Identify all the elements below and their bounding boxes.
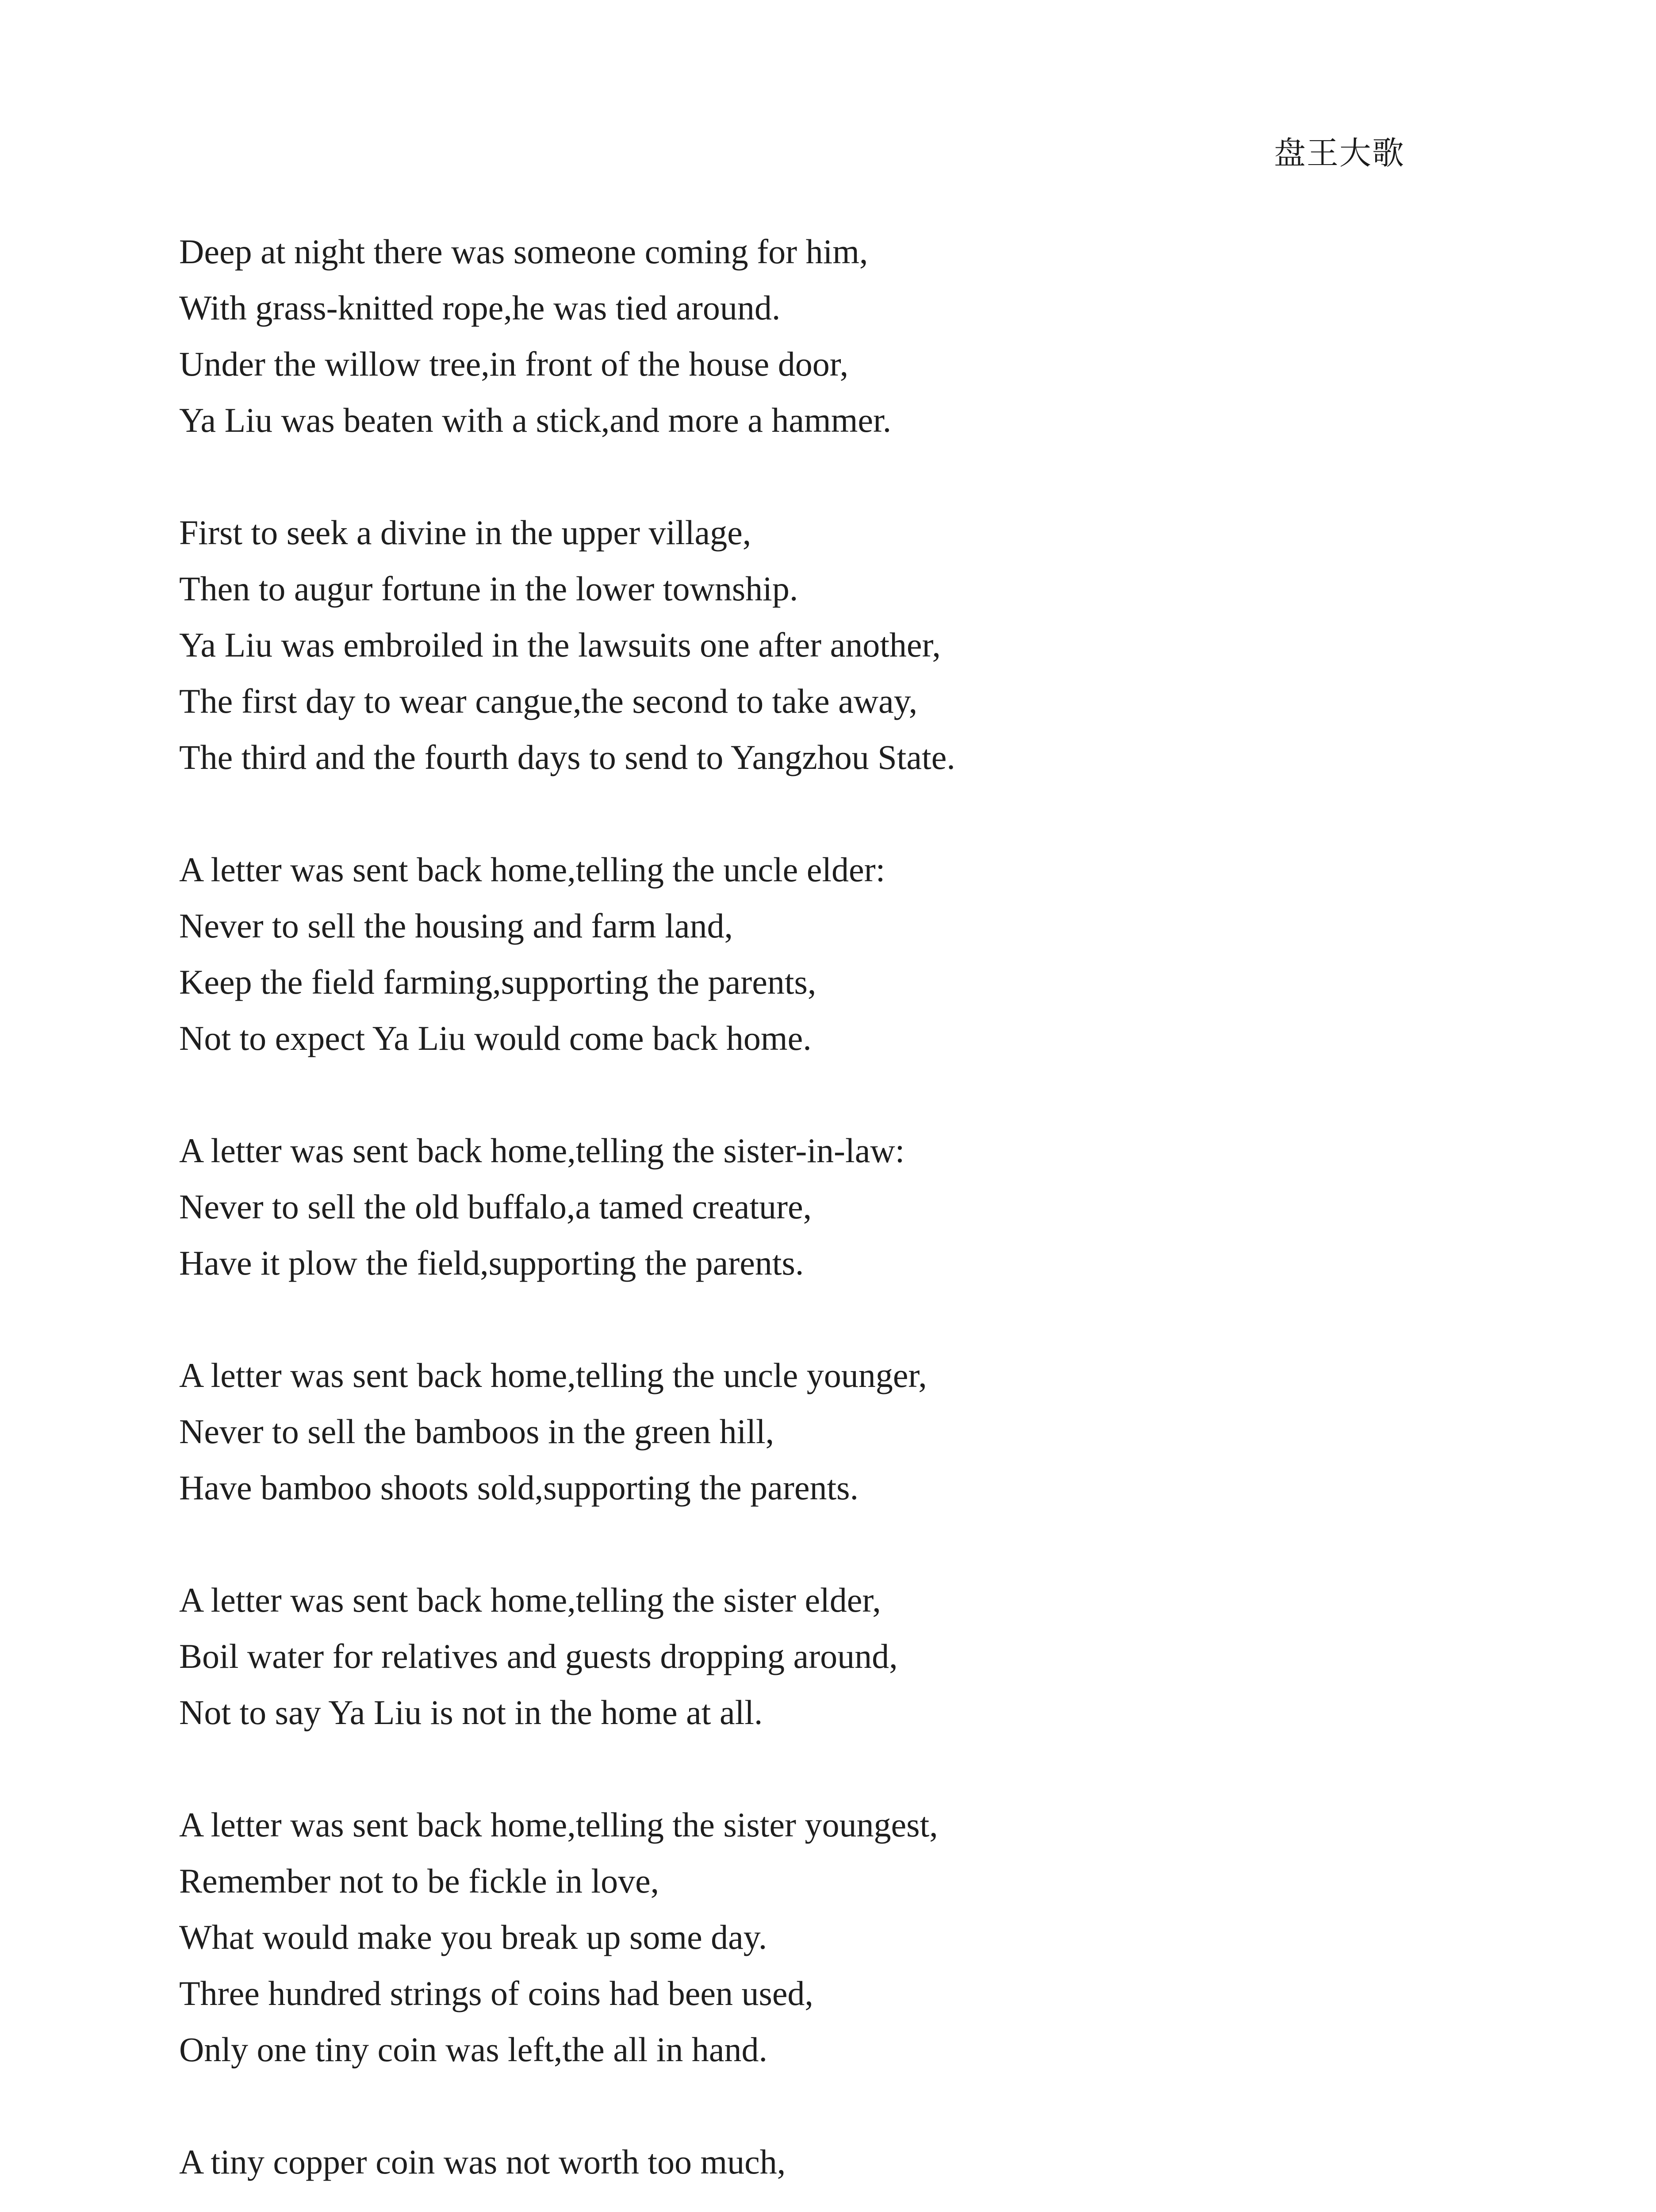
poem-line: A tiny copper coin was not worth too much, <box>179 2143 786 2181</box>
stanza-5 <box>179 1347 1462 1516</box>
running-header-title: 盘王大歌 <box>1274 134 1405 172</box>
poem-line: Only one tiny coin was left,the all in hand. <box>179 2030 768 2069</box>
poem-line: Keep the field farming,supporting the parents, <box>179 963 816 1001</box>
stanza-1 <box>179 223 1462 448</box>
poem-line: A letter was sent back home,telling the sister youngest, <box>179 1805 938 1844</box>
stanza-6 <box>179 1572 1462 1740</box>
poem-line: Then to augur fortune in the lower township. <box>179 569 798 608</box>
poem-line: Have it plow the field,supporting the parents. <box>179 1244 804 1282</box>
poem-line: Never to sell the old buffalo,a tamed creature, <box>179 1187 812 1226</box>
poem-line: A letter was sent back home,telling the uncle younger, <box>179 1356 927 1394</box>
poem-line: Not to expect Ya Liu would come back home. <box>179 1019 812 1057</box>
poem-line: What would make you break up some day. <box>179 1918 767 1956</box>
poem-line: The first day to wear cangue,the second to take away, <box>179 682 918 720</box>
poem-line: The third and the fourth days to send to Yangzhou State. <box>179 738 955 776</box>
poem-line: Under the willow tree,in front of the house door, <box>179 345 849 383</box>
poem-body <box>179 223 1462 2190</box>
stanza-4 <box>179 1122 1462 1291</box>
poem-line: Never to sell the housing and farm land, <box>179 906 733 945</box>
poem-line: Not to say Ya Liu is not in the home at all. <box>179 1693 763 1732</box>
poem-line: A letter was sent back home,telling the uncle elder: <box>179 850 886 889</box>
poem-line: A letter was sent back home,telling the sister elder, <box>179 1581 881 1619</box>
poem-line: Deep at night there was someone coming for him, <box>179 232 868 271</box>
poem-line: Ya Liu was embroiled in the lawsuits one after another, <box>179 626 941 664</box>
poem-line: Remember not to be fickle in love, <box>179 1862 659 1900</box>
poem-line: A letter was sent back home,telling the sister-in-law: <box>179 1131 905 1170</box>
poem-line: Three hundred strings of coins had been used, <box>179 1974 813 2012</box>
stanza-7 <box>179 1797 1462 2078</box>
poem-line: First to seek a divine in the upper village, <box>179 513 751 552</box>
stanza-2 <box>179 504 1462 785</box>
stanza-8 <box>179 2134 1462 2190</box>
poem-line: Never to sell the bamboos in the green hill, <box>179 1412 774 1451</box>
poem-line: With grass-knitted rope,he was tied around. <box>179 288 781 327</box>
poem-line: Have bamboo shoots sold,supporting the parents. <box>179 1468 859 1507</box>
poem-line: Ya Liu was beaten with a stick,and more a hammer. <box>179 401 892 439</box>
stanza-3 <box>179 841 1462 1066</box>
poem-line: Boil water for relatives and guests dropping around, <box>179 1637 898 1675</box>
